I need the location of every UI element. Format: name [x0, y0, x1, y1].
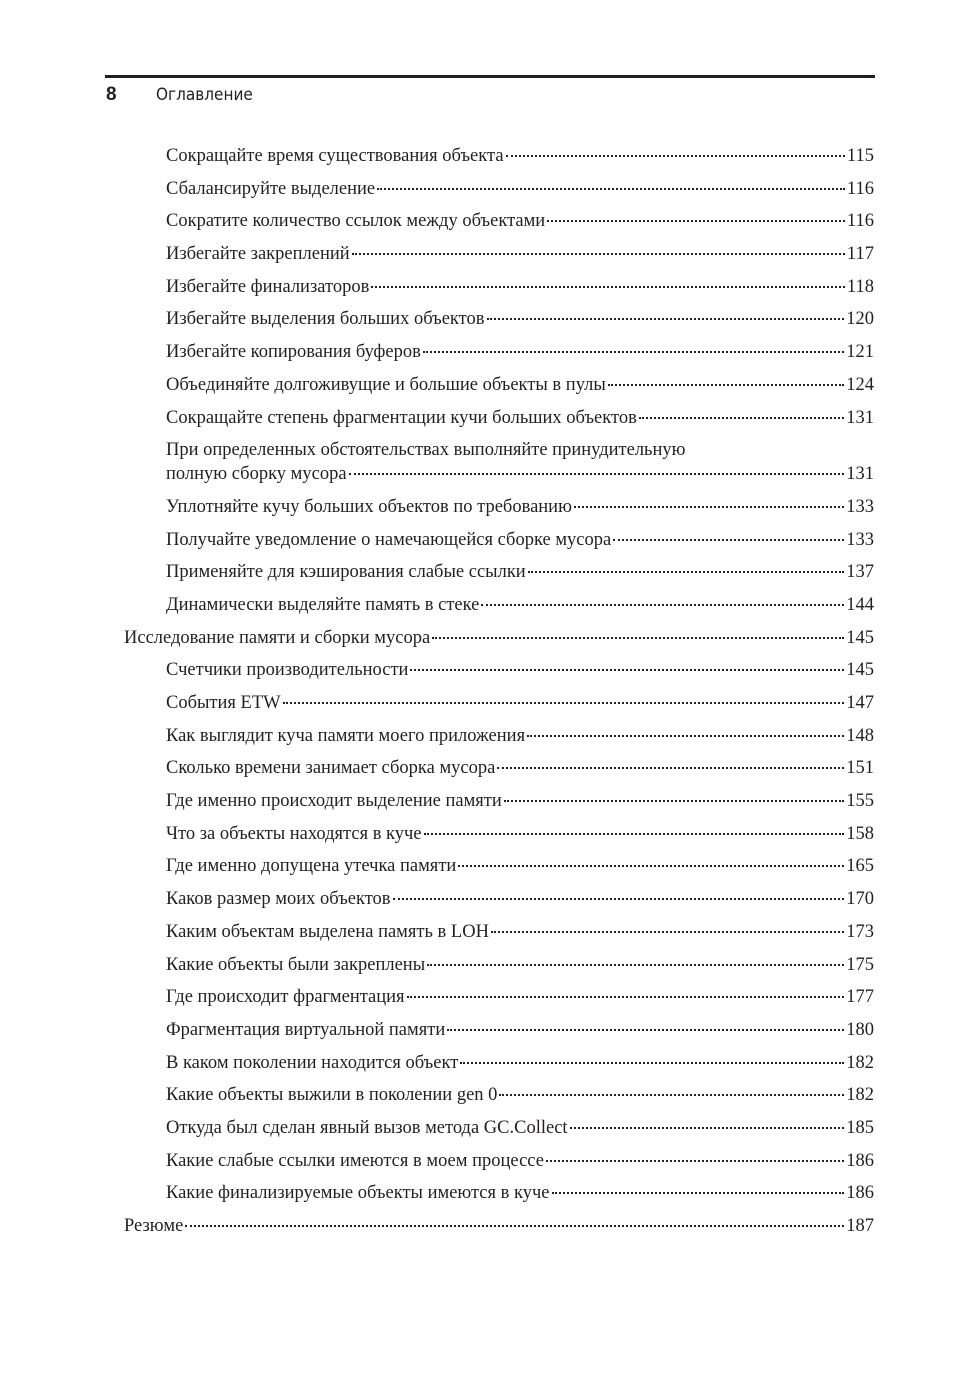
- toc-entry-page: 180: [846, 1019, 874, 1040]
- toc-entry-page: 137: [846, 562, 874, 583]
- toc-entry[interactable]: [124, 953, 874, 977]
- dot-leader: [546, 1160, 844, 1162]
- toc-entry[interactable]: [124, 209, 874, 233]
- toc-entry[interactable]: [124, 1051, 874, 1075]
- toc-entry-title: Исследование памяти и сборки мусора: [124, 627, 431, 648]
- dot-leader: [608, 384, 844, 386]
- toc-entry-title: События ETW: [166, 693, 281, 713]
- dot-leader: [424, 833, 845, 835]
- toc-entry-title: Откуда был сделан явный вызов метода GC.Collect: [166, 1117, 568, 1138]
- toc-entry-title: Получайте уведомление о намечающейся сборке мусора: [166, 529, 612, 550]
- toc-entry-title: Избегайте финализаторов: [166, 276, 370, 297]
- dot-leader: [458, 865, 844, 867]
- dot-leader: [487, 318, 845, 320]
- dot-leader: [393, 898, 845, 900]
- toc-entry[interactable]: [124, 1083, 874, 1107]
- toc-entry-title: Что за объекты находятся в куче: [166, 823, 422, 844]
- table-of-contents: [124, 144, 874, 1247]
- toc-entry-title: Резюме: [124, 1216, 184, 1236]
- toc-entry-page: 182: [846, 1085, 874, 1106]
- dot-leader: [570, 1127, 845, 1129]
- dot-leader: [504, 800, 844, 802]
- toc-entry-page: 182: [846, 1052, 874, 1073]
- toc-entry[interactable]: [124, 307, 874, 331]
- toc-entry-page: 115: [846, 146, 874, 166]
- toc-entry-title: Какие объекты были закреплены: [166, 954, 426, 975]
- toc-entry-title: Сокращайте степень фрагментации кучи больших объектов: [166, 407, 637, 428]
- toc-entry-page: 186: [846, 1150, 874, 1171]
- dot-leader: [491, 931, 844, 933]
- toc-entry[interactable]: [124, 144, 874, 168]
- dot-leader: [377, 188, 845, 190]
- dot-leader: [432, 637, 844, 639]
- dot-leader: [613, 539, 844, 541]
- toc-entry[interactable]: [124, 177, 874, 201]
- toc-entry-page: 186: [846, 1183, 874, 1204]
- toc-entry-page: 177: [846, 987, 874, 1008]
- toc-entry[interactable]: [124, 691, 874, 715]
- dot-leader: [499, 1094, 844, 1096]
- toc-entry-page: 187: [846, 1216, 874, 1236]
- toc-entry-title: Где именно происходит выделение памяти: [166, 791, 502, 812]
- toc-entry[interactable]: [124, 887, 874, 911]
- toc-entry-page: 124: [846, 374, 874, 395]
- toc-entry-page: 144: [846, 594, 874, 615]
- toc-entry-page: 151: [846, 758, 874, 779]
- dot-leader: [371, 286, 845, 288]
- toc-entry[interactable]: [124, 528, 874, 552]
- toc-entry-title: Где происходит фрагментация: [166, 987, 405, 1008]
- dot-leader: [283, 702, 845, 704]
- toc-entry-page: 133: [846, 529, 874, 550]
- toc-entry[interactable]: [124, 1018, 874, 1042]
- toc-entry[interactable]: [124, 626, 874, 650]
- toc-entry-title: Сокращайте время существования объекта: [166, 146, 504, 166]
- dot-leader: [460, 1062, 844, 1064]
- running-title: Оглавление: [156, 85, 253, 105]
- toc-entry-page: 185: [846, 1117, 874, 1138]
- dot-leader: [407, 996, 845, 998]
- toc-entry[interactable]: [124, 1214, 874, 1238]
- toc-entry-title: Уплотняйте кучу больших объектов по требованию: [166, 496, 572, 517]
- toc-entry[interactable]: [124, 822, 874, 846]
- toc-entry[interactable]: [124, 854, 874, 878]
- toc-entry-page: 116: [846, 178, 874, 199]
- toc-entry-page: 120: [846, 309, 874, 330]
- toc-entry-title: Сократите количество ссылок между объектами: [166, 211, 546, 232]
- dot-leader: [528, 571, 845, 573]
- toc-entry[interactable]: [124, 495, 874, 519]
- toc-entry-page: 175: [846, 954, 874, 975]
- toc-entry-title: Какие слабые ссылки имеются в моем процессе: [166, 1150, 544, 1171]
- dot-leader: [423, 351, 844, 353]
- toc-entry-page: 131: [846, 464, 874, 485]
- toc-entry-page: 133: [846, 496, 874, 517]
- toc-entry[interactable]: [124, 560, 874, 584]
- dot-leader: [547, 220, 845, 222]
- toc-entry-title: Применяйте для кэширования слабые ссылки: [166, 562, 526, 583]
- dot-leader: [447, 1029, 844, 1031]
- toc-entry[interactable]: [124, 724, 874, 748]
- toc-entry[interactable]: [124, 406, 874, 430]
- toc-entry-title: Фрагментация виртуальной памяти: [166, 1019, 446, 1040]
- toc-entry-title: Каков размер моих объектов: [166, 889, 391, 910]
- toc-entry[interactable]: [124, 593, 874, 617]
- toc-entry-page: 155: [846, 791, 874, 812]
- toc-entry-page: 148: [846, 725, 874, 746]
- toc-entry[interactable]: [124, 1181, 874, 1205]
- dot-leader: [481, 604, 844, 606]
- toc-entry[interactable]: [124, 373, 874, 397]
- toc-entry-title: Избегайте копирования буферов: [166, 342, 421, 363]
- dot-leader: [349, 473, 845, 475]
- toc-entry[interactable]: [124, 756, 874, 780]
- toc-entry-title: Избегайте выделения больших объектов: [166, 309, 485, 330]
- toc-entry-title: Как выглядит куча памяти моего приложения: [166, 725, 526, 746]
- toc-entry-title: Каким объектам выделена память в LOH: [166, 921, 489, 942]
- toc-entry-page: 170: [846, 889, 874, 910]
- toc-entry-title: Избегайте закреплений: [166, 244, 350, 265]
- dot-leader: [639, 417, 844, 419]
- toc-entry-page: 173: [846, 921, 874, 942]
- toc-entry-page: 131: [846, 407, 874, 428]
- toc-entry-page: 158: [846, 823, 874, 844]
- toc-entry[interactable]: [124, 1149, 874, 1173]
- toc-entry-page: 121: [846, 342, 874, 363]
- toc-entry-page: 118: [846, 276, 874, 297]
- toc-entry-page: 117: [846, 244, 874, 265]
- toc-entry-title-cont: полную сборку мусора: [166, 464, 347, 485]
- toc-entry-title: Объединяйте долгоживущие и большие объекты в пулы: [166, 374, 606, 395]
- toc-entry-title: Какие финализируемые объекты имеются в куче: [166, 1183, 550, 1204]
- toc-entry-title: Счетчики производительности: [166, 660, 409, 681]
- toc-entry-title: Сколько времени занимает сборка мусора: [166, 758, 496, 779]
- toc-entry-page: 147: [846, 693, 874, 713]
- toc-entry-title: В каком поколении находится объект: [166, 1052, 459, 1073]
- toc-entry-title: При определенных обстоятельствах выполняйте принудительную: [166, 440, 686, 461]
- toc-entry-title: Динамически выделяйте память в стеке: [166, 594, 480, 615]
- dot-leader: [527, 735, 844, 737]
- toc-entry[interactable]: [124, 242, 874, 266]
- dot-leader: [352, 253, 845, 255]
- header-rule: [105, 75, 875, 78]
- toc-entry[interactable]: [124, 985, 874, 1009]
- dot-leader: [185, 1225, 844, 1227]
- toc-entry[interactable]: [124, 438, 874, 486]
- toc-entry[interactable]: [124, 920, 874, 944]
- toc-entry-page: 116: [846, 211, 874, 232]
- page-number: 8: [106, 84, 117, 105]
- toc-entry[interactable]: [124, 789, 874, 813]
- dot-leader: [574, 506, 844, 508]
- dot-leader: [552, 1192, 845, 1194]
- toc-entry[interactable]: [124, 1116, 874, 1140]
- toc-entry-page: 165: [846, 856, 874, 877]
- toc-entry[interactable]: [124, 658, 874, 682]
- dot-leader: [506, 155, 845, 157]
- dot-leader: [410, 669, 844, 671]
- toc-entry[interactable]: [124, 275, 874, 299]
- toc-entry-title: Какие объекты выжили в поколении gen 0: [166, 1085, 498, 1106]
- dot-leader: [497, 767, 844, 769]
- toc-entry-page: 145: [846, 627, 874, 648]
- dot-leader: [427, 964, 844, 966]
- toc-entry-title: Сбалансируйте выделение: [166, 178, 376, 199]
- toc-entry-title: Где именно допущена утечка памяти: [166, 856, 457, 877]
- toc-entry-page: 145: [846, 660, 874, 681]
- toc-entry[interactable]: [124, 340, 874, 364]
